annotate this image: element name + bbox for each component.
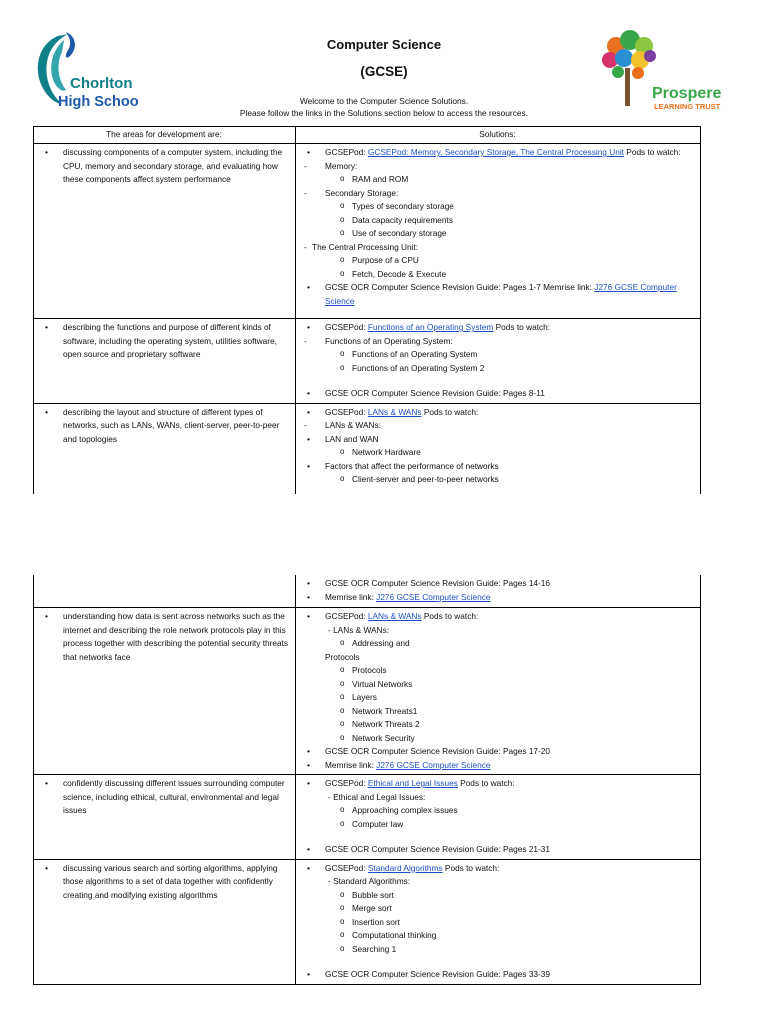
group-label: - Memory: xyxy=(300,160,695,174)
memrise-line: • Memrise link: J276 GCSE Computer Science xyxy=(300,591,695,605)
list-item: o Network Threats1 xyxy=(300,705,695,719)
memrise-line: • Memrise link: J276 GCSE Computer Science xyxy=(300,759,695,773)
list-item: o Layers xyxy=(300,691,695,705)
memrise-link[interactable]: J276 GCSE Computer Science xyxy=(325,282,677,306)
gcsepod-link[interactable]: Standard Algorithms xyxy=(367,862,443,873)
area-text: • understanding how data is sent across networks such as the internet and describing the role network protocols play in this process together with describing the potential security threats that networks face xyxy=(38,610,290,664)
instruction-text: Please follow the links in the Solutions section below to access the resources. xyxy=(239,108,529,118)
list-item: o Functions of an Operating System 2 xyxy=(300,362,695,376)
list-item: o Types of secondary storage xyxy=(300,200,695,214)
pod-line: • GCSEPod: LANs & WANs Pods to watch: xyxy=(300,406,695,420)
solutions-table-part2 xyxy=(33,575,701,985)
list-item: o Computer law xyxy=(300,818,695,832)
group-label: - Secondary Storage: xyxy=(300,187,695,201)
area-text: • discussing components of a computer system, including the CPU, memory and secondary storage, and evaluating how these components affect system performance xyxy=(38,146,290,187)
list-item: o Network Security xyxy=(300,732,695,746)
list-item: o Computational thinking xyxy=(300,929,695,943)
list-item: o Bubble sort xyxy=(300,889,695,903)
table-header-row xyxy=(34,127,701,144)
group-label: - Standard Algorithms: xyxy=(328,876,411,886)
gcsepod-link[interactable]: Ethical and Legal Issues xyxy=(367,778,458,788)
group-label: - The Central Processing Unit: xyxy=(300,241,695,255)
pod-line: • GCSEPod: LANs & WANs Pods to watch: xyxy=(300,610,695,624)
list-item: o Functions of an Operating System xyxy=(300,348,695,362)
bullet-item: • Factors that affect the performance of networks xyxy=(300,460,695,474)
memrise-link[interactable]: J276 GCSE Computer Science xyxy=(376,759,491,770)
svg-text:Chorlton: Chorlton xyxy=(70,75,133,92)
svg-text:LEARNING TRUST: LEARNING TRUST xyxy=(654,102,721,111)
page-subtitle: (GCSE) xyxy=(360,64,408,79)
group-label: - Functions of an Operating System: xyxy=(300,335,695,349)
revision-guide-line: • GCSE OCR Computer Science Revision Guide: Pages 17-20 xyxy=(300,745,695,759)
page-title: Computer Science xyxy=(326,37,442,52)
list-item: o Addressing and xyxy=(300,637,695,651)
revision-guide-line: • GCSE OCR Computer Science Revision Guide: Pages 14-16 xyxy=(300,577,695,591)
svg-text:High School: High School xyxy=(58,94,138,110)
revision-guide-line: • GCSE OCR Computer Science Revision Guide: Pages 33-39 xyxy=(300,968,695,982)
table-row xyxy=(34,403,701,494)
list-item: o Purpose of a CPU xyxy=(300,254,695,268)
revision-guide-line: • GCSE OCR Computer Science Revision Guide: Pages 21-31 xyxy=(300,843,695,857)
pod-line: • GCSEPod: Functions of an Operating System Pods to watch: xyxy=(300,321,695,335)
list-item: o Network Threats 2 xyxy=(300,718,695,732)
bullet-item: • LAN and WAN xyxy=(300,433,695,447)
area-text: • discussing various search and sorting algorithms, applying those algorithms to a set of data together with confidently creating and modifying existing algorithms xyxy=(38,862,290,903)
table-row xyxy=(34,775,701,860)
group-label: - LANs & WANs: xyxy=(328,624,390,635)
list-item: o RAM and ROM xyxy=(300,173,695,187)
list-item: o Network Hardware xyxy=(300,446,695,460)
revision-guide-line: • GCSE OCR Computer Science Revision Guide: Pages 1-7 Memrise link: J276 GCSE Computer Science xyxy=(300,281,695,308)
svg-text:Prospere: Prospere xyxy=(652,85,722,102)
list-item: o Use of secondary storage xyxy=(300,227,695,241)
revision-guide-line: • GCSE OCR Computer Science Revision Guide: Pages 8-11 xyxy=(300,387,695,401)
list-item: o Protocols xyxy=(300,664,695,678)
gcsepod-link[interactable]: LANs & WANs xyxy=(367,611,422,621)
col1-header: The areas for development are: xyxy=(34,127,296,144)
welcome-text: Welcome to the Computer Science Solutions. xyxy=(299,96,469,106)
gcsepod-link[interactable]: Functions of an Operating System xyxy=(367,322,494,332)
list-item: o Fetch, Decode & Execute xyxy=(300,268,695,282)
group-label: Protocols xyxy=(325,651,360,662)
list-item: o Approaching complex issues xyxy=(300,804,695,818)
list-item: o Client-server and peer-to-peer networks xyxy=(300,473,695,487)
col2-header: Solutions: xyxy=(296,127,701,144)
table-row xyxy=(34,144,701,319)
area-text: • confidently discussing different issues surrounding computer science, including ethical, cultural, environmental and legal issues xyxy=(38,777,290,818)
gcsepod-link[interactable]: LANs & WANs xyxy=(367,406,422,417)
list-item: o Data capacity requirements xyxy=(300,214,695,228)
area-text: • describing the layout and structure of different types of networks, such as LANs, WANs, client-server, peer-to-peer and topologies xyxy=(38,406,290,447)
table-row xyxy=(34,575,701,608)
table-row xyxy=(34,608,701,775)
pod-line: • GCSEPod: GCSEPod: Memory, Secondary Storage, The Central Processing Unit Pods to watch: xyxy=(300,146,695,160)
memrise-link[interactable]: J276 GCSE Computer Science xyxy=(376,591,491,602)
pod-line: • GCSEPod: Standard Algorithms Pods to watch: xyxy=(300,862,695,876)
list-item: o Merge sort xyxy=(300,902,695,916)
table-row xyxy=(34,319,701,404)
chorlton-high-school-logo xyxy=(28,30,138,114)
area-text: • describing the functions and purpose of different kinds of software, including the operating system, utilities software, open source and proprietary software xyxy=(38,321,290,362)
group-label: - Ethical and Legal Issues: xyxy=(328,791,426,802)
list-item: o Virtual Networks xyxy=(300,678,695,692)
list-item: o Insertion sort xyxy=(300,916,695,930)
pod-line: • GCSEPod: Ethical and Legal Issues Pods to watch: xyxy=(300,777,695,791)
solutions-table-part1 xyxy=(33,126,701,494)
table-row xyxy=(34,859,701,984)
list-item: o Searching 1 xyxy=(300,943,695,957)
group-label: - LANs & WANs: xyxy=(300,419,695,433)
gcsepod-link[interactable]: GCSEPod: Memory, Secondary Storage, The Central Processing Unit xyxy=(367,147,624,157)
